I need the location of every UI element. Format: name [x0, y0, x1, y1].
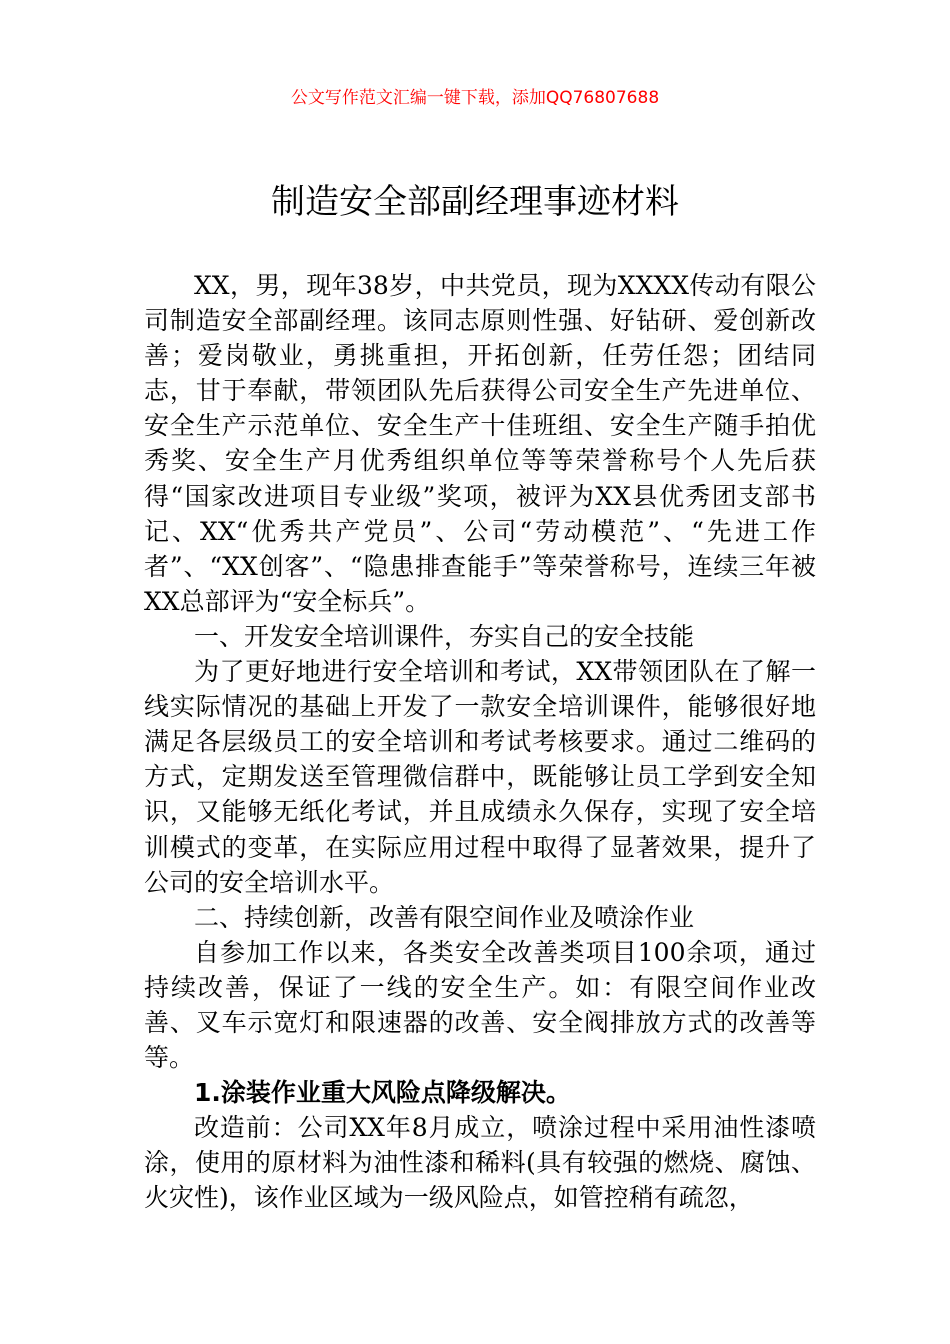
download-banner: 公文写作范文汇编一键下载，添加QQ76807688	[290, 88, 660, 108]
document-title: 制造安全部副经理事迹材料	[271, 182, 679, 222]
paragraph-before-renovation: 改造前：公司XX年8月成立，喷涂过程中采用油性漆喷涂，使用的原材料为油性漆和稀料(具有较强的燃烧、腐蚀、火灾性)，该作业区域为一级风险点，如管控稍有疏忽，	[144, 1113, 816, 1213]
section-heading-1: 一、开发安全培训课件，夯实自己的安全技能	[194, 621, 695, 651]
section-heading-2: 二、持续创新，改善有限空间作业及喷涂作业	[194, 902, 695, 932]
paragraph-improvement: 自参加工作以来，各类安全改善类项目100余项，通过持续改善，保证了一线的安全生产。如：有限空间作业改善、叉车示宽灯和限速器的改善、安全阀排放方式的改善等等。	[144, 937, 816, 1073]
paragraph-training: 为了更好地进行安全培训和考试，XX带领团队在了解一线实际情况的基础上开发了一款安全培训课件，能够很好地满足各层级员工的安全培训和考试考核要求。通过二维码的方式，定期发送至管理微信群中，既能够让员工学到安全知识，又能够无纸化考试，并且成绩永久保存，实现了安全培训模式的变革，在实际应用过程中取得了显著效果，提升了公司的安全培训水平。	[144, 657, 816, 897]
document-body	[144, 268, 816, 1216]
subsection-heading-1: 1.涂装作业重大风险点降级解决。	[194, 1078, 571, 1108]
paragraph-intro: XX，男，现年38岁，中共党员，现为XXXX传动有限公司制造安全部副经理。该同志原则性强、好钻研、爱创新改善；爱岗敬业，勇挑重担，开拓创新，任劳任怨；团结同志，甘于奉献，带领团队先后获得公司安全生产先进单位、安全生产示范单位、安全生产十佳班组、安全生产随手拍优秀奖、安全生产月优秀组织单位等等荣誉称号个人先后获得“国家改进项目专业级”奖项，被评为XX县优秀团支部书记、XX“优秀共产党员”、公司“劳动模范”、“先进工作者”、“XX创客”、“隐患排查能手”等荣誉称号，连续三年被XX总部评为“安全标兵”。	[144, 271, 816, 616]
